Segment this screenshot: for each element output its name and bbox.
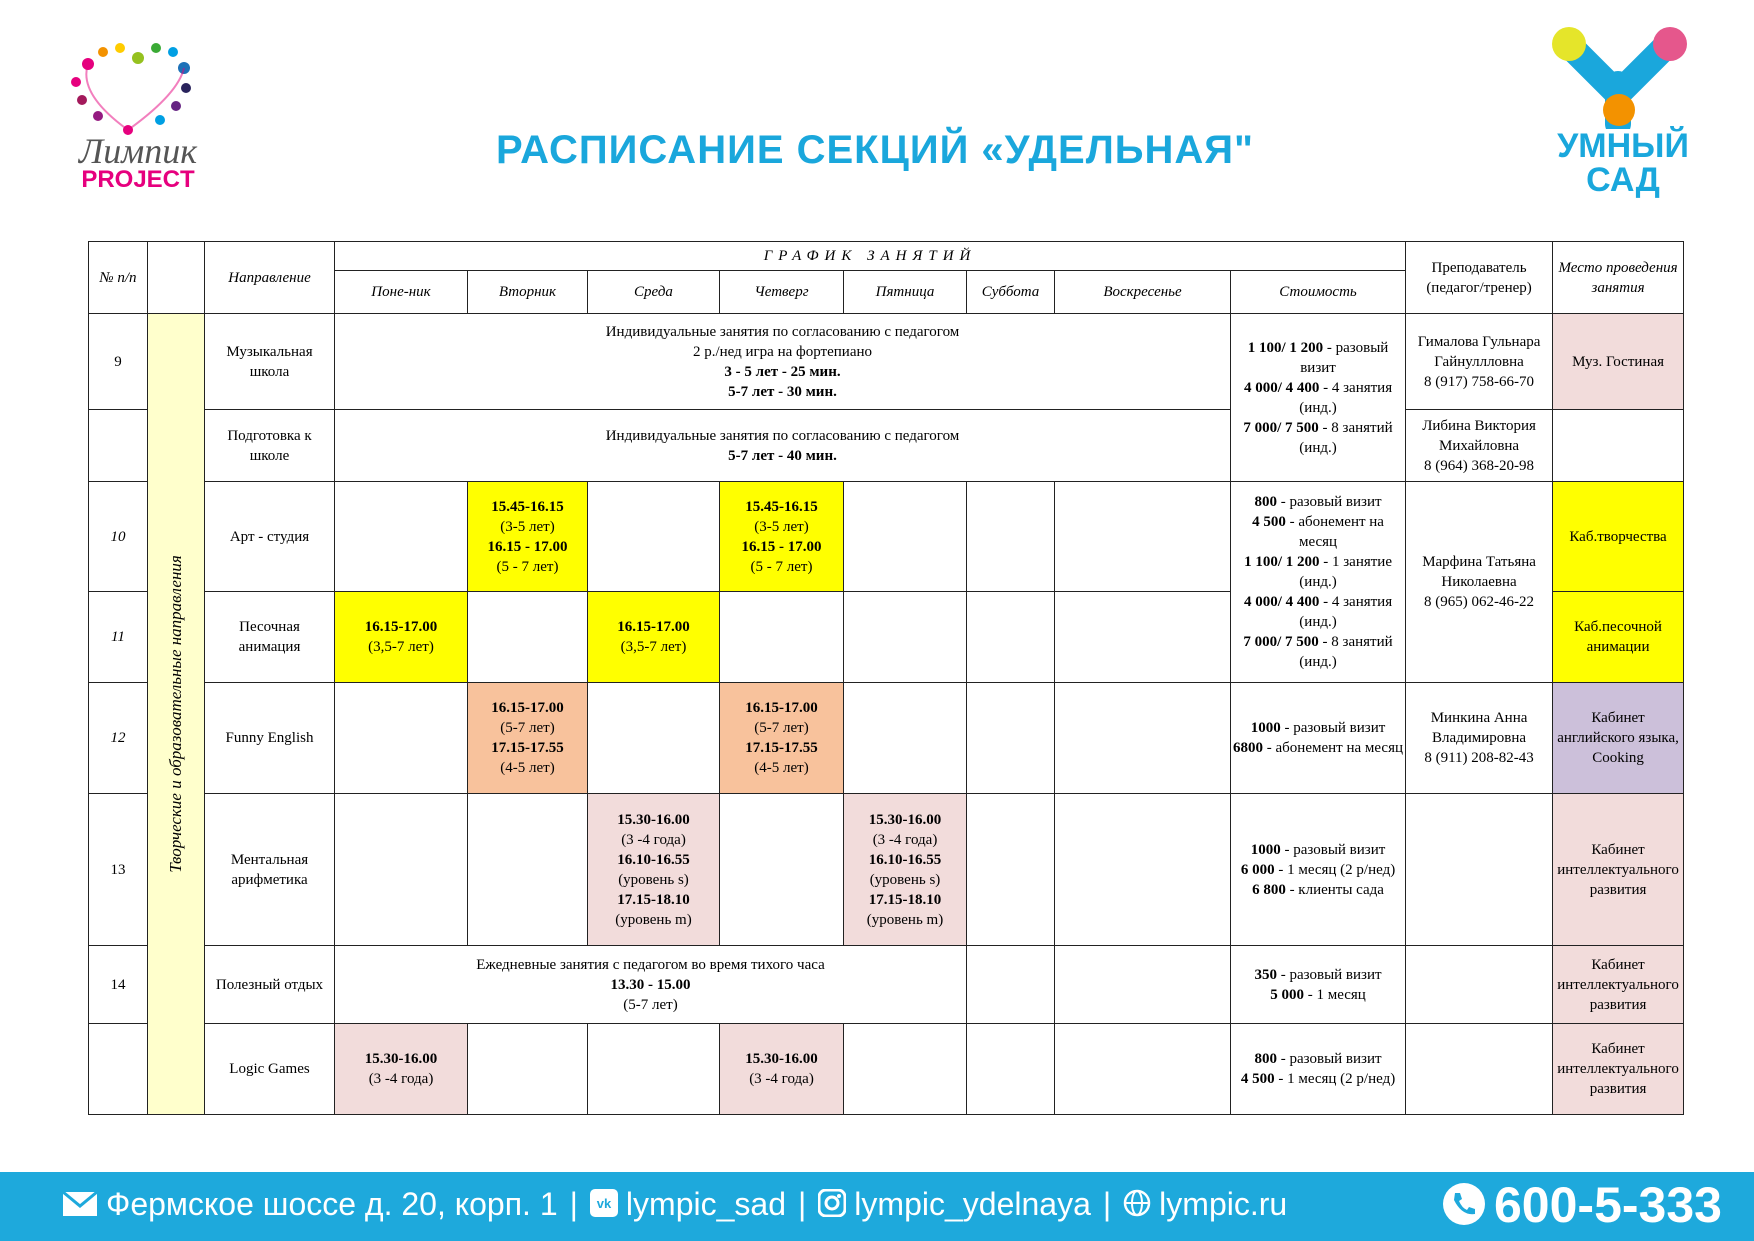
teacher-line: Либина Виктория <box>1422 417 1536 434</box>
thu-cell: 15.45-16.15 (3-5 лет) 16.15 - 17.00 (5 - 7 лет) <box>720 482 844 592</box>
direction-name: Funny English <box>205 683 335 794</box>
row-num <box>89 1024 148 1115</box>
limpik-wordmark: Лимпик <box>78 131 198 171</box>
header-cost: Стоимость <box>1231 271 1406 314</box>
mon-cell <box>335 683 468 794</box>
row-useful-rest <box>89 946 1684 1024</box>
cost-line: 4 500 - абонемент на месяц <box>1252 514 1384 550</box>
teacher-line: Владимировна <box>1431 730 1527 746</box>
sun-cell <box>1055 794 1231 946</box>
footer-site[interactable]: lympic.ru <box>1159 1186 1288 1222</box>
mon-cell <box>335 794 468 946</box>
schedule-line: 3 - 5 лет - 25 мин. <box>724 363 841 380</box>
footer-bar <box>0 1172 1754 1241</box>
sun-cell <box>1055 946 1231 1024</box>
teacher-line: Михайловна <box>1438 437 1520 454</box>
wed-cell: 15.30-16.00 (3 -4 года) 16.10-16.55 (уровень s) 17.15-18.10 (уровень m) <box>588 794 720 946</box>
teacher-cell <box>1406 946 1553 1024</box>
footer-instagram[interactable]: lympic_ydelnaya <box>854 1186 1091 1222</box>
place-cell: Кабинет интеллектуального развития <box>1553 1024 1684 1115</box>
teacher-cell <box>1406 314 1553 410</box>
place-cell: Кабинет английского языка, Cooking <box>1553 683 1684 794</box>
wed-cell: 16.15-17.00 (3,5-7 лет) <box>588 592 720 683</box>
instagram-icon <box>818 1188 846 1225</box>
schedule-line: 13.30 - 15.00 <box>610 976 691 993</box>
schedule-cell <box>335 314 1231 410</box>
schedule-cell <box>335 410 1231 482</box>
cost-cell <box>1231 683 1406 794</box>
tue-cell <box>468 794 588 946</box>
tue-cell: 15.45-16.15 (3-5 лет) 16.15 - 17.00 (5 - 7 лет) <box>468 482 588 592</box>
sat-cell <box>967 794 1055 946</box>
cost-line: 800 - разовый визит <box>1254 494 1382 510</box>
phone-icon <box>1442 1180 1486 1238</box>
category-cell <box>148 314 205 1115</box>
schedule-line: 5-7 лет - 30 мин. <box>728 383 837 400</box>
teacher-cell <box>1406 410 1553 482</box>
teacher-phone: 8 (917) 758-66-70 <box>1424 373 1535 390</box>
cost-line: 4 000/ 4 400 - 4 занятия (инд.) <box>1243 379 1393 416</box>
row-num: 9 <box>89 314 148 410</box>
place-cell <box>1553 410 1684 482</box>
row-num: 10 <box>89 482 148 592</box>
teacher-line: Гималова Гульнара <box>1417 333 1541 350</box>
cost-line: 6 000 - 1 месяц (2 р/нед) <box>1240 861 1396 878</box>
header-place: Место проведения занятия <box>1553 242 1684 314</box>
schedule-line: Индивидуальные занятия по согласованию с педагогом <box>605 427 960 444</box>
cost-line: 7 000/ 7 500 - 8 занятий (инд.) <box>1243 634 1393 670</box>
cost-cell <box>1231 1024 1406 1115</box>
cost-cell <box>1231 794 1406 946</box>
cost-line: 5 000 - 1 месяц <box>1270 986 1366 1003</box>
footer-phone[interactable] <box>1442 1176 1722 1238</box>
limpik-logo <box>58 34 218 194</box>
schedule-line: Индивидуальные занятия по согласованию с педагогом <box>605 323 960 340</box>
teacher-phone: 8 (964) 368-20-98 <box>1424 457 1535 474</box>
direction-name: Ментальная арифметика <box>205 794 335 946</box>
cost-line: 4 000/ 4 400 - 4 занятия (инд.) <box>1243 594 1393 630</box>
schedule-line: (5-7 лет) <box>623 996 678 1013</box>
footer-vk[interactable]: lympic_sad <box>625 1186 786 1222</box>
header-day-wed: Среда <box>588 271 720 314</box>
row-mental-arithmetic <box>89 794 1684 946</box>
teacher-cell <box>1406 683 1553 794</box>
header-day-thu: Четверг <box>720 271 844 314</box>
tue-cell <box>468 1024 588 1115</box>
header-grafik: ГРАФИК ЗАНЯТИЙ <box>335 242 1406 271</box>
mon-cell: 15.30-16.00 (3 -4 года) <box>335 1024 468 1115</box>
umny-sad-logo <box>1548 24 1698 204</box>
row-school-prep <box>89 410 1684 482</box>
category-label: Творческие и образовательные направления <box>166 555 185 873</box>
teacher-line: Николаевна <box>1441 574 1517 590</box>
vk-icon <box>590 1188 618 1225</box>
teacher-cell <box>1406 794 1553 946</box>
footer-contacts: Фермское шоссе д. 20, корп. 1 | vk lympic_sad | lympic_ydelnaya | lympic.ru <box>62 1186 1287 1225</box>
thu-cell: 15.30-16.00 (3 -4 года) <box>720 1024 844 1115</box>
mon-cell <box>335 482 468 592</box>
mon-cell: 16.15-17.00 (3,5-7 лет) <box>335 592 468 683</box>
cost-line: 1000 - разовый визит <box>1250 841 1386 858</box>
sat-cell <box>967 683 1055 794</box>
header-row-1 <box>89 242 1684 271</box>
direction-name: Песочная анимация <box>205 592 335 683</box>
header-day-sat: Суббота <box>967 271 1055 314</box>
row-art-studio <box>89 482 1684 592</box>
header-day-fri: Пятница <box>844 271 967 314</box>
schedule-line: 2 р./нед игра на фортепиано <box>692 343 873 360</box>
row-music-school <box>89 314 1684 410</box>
direction-name: Музыкальная школа <box>205 314 335 410</box>
cost-line: 350 - разовый визит <box>1254 966 1382 983</box>
cost-cell <box>1231 946 1406 1024</box>
teacher-cell <box>1406 1024 1553 1115</box>
direction-name: Подготовка к школе <box>205 410 335 482</box>
header-category-blank <box>148 242 205 314</box>
teacher-phone: 8 (965) 062-46-22 <box>1424 594 1535 610</box>
wed-cell <box>588 1024 720 1115</box>
fri-cell <box>844 683 967 794</box>
header-num: № п/п <box>89 242 148 314</box>
teacher-line: Гайнуллловна <box>1434 353 1524 370</box>
fri-cell <box>844 592 967 683</box>
teacher-line: Минкина Анна <box>1430 710 1528 726</box>
footer-phone-number[interactable]: 600-5-333 <box>1494 1177 1722 1233</box>
umny-sad-line2: САД <box>1586 161 1660 199</box>
sat-cell <box>967 592 1055 683</box>
schedule-line: Ежедневные занятия с педагогом во время тихого часа <box>476 956 825 973</box>
wed-cell <box>588 683 720 794</box>
cost-line: 1 100/ 1 200 - разовый визит <box>1247 339 1389 376</box>
header-teacher: Преподаватель (педагог/тренер) <box>1406 242 1553 314</box>
umny-sad-y-icon <box>1548 24 1698 129</box>
header-day-sun: Воскресенье <box>1055 271 1231 314</box>
row-num <box>89 410 148 482</box>
teacher-phone: 8 (911) 208-82-43 <box>1424 750 1534 766</box>
place-cell: Муз. Гостиная <box>1553 314 1684 410</box>
cost-cell <box>1231 482 1406 683</box>
sat-cell <box>967 482 1055 592</box>
tue-cell <box>468 592 588 683</box>
cost-line: 1 100/ 1 200 - 1 занятие (инд.) <box>1244 554 1392 590</box>
row-logic-games <box>89 1024 1684 1115</box>
place-cell: Кабинет интеллектуального развития <box>1553 946 1684 1024</box>
cost-line: 7 000/ 7 500 - 8 занятий (инд.) <box>1243 419 1393 456</box>
sat-cell <box>967 946 1055 1024</box>
place-cell: Каб.творчества <box>1553 482 1684 592</box>
fri-cell <box>844 482 967 592</box>
teacher-line: Марфина Татьяна <box>1422 554 1536 570</box>
thu-cell: 16.15-17.00 (5-7 лет) 17.15-17.55 (4-5 лет) <box>720 683 844 794</box>
place-cell: Каб.песочной анимации <box>1553 592 1684 683</box>
header-day-mon: Поне-ник <box>335 271 468 314</box>
cost-line: 4 500 - 1 месяц (2 р/нед) <box>1240 1071 1396 1087</box>
globe-icon <box>1123 1188 1151 1225</box>
wed-cell <box>588 482 720 592</box>
header-day-tue: Вторник <box>468 271 588 314</box>
direction-name: Арт - студия <box>205 482 335 592</box>
page-title: РАСПИСАНИЕ СЕКЦИЙ «УДЕЛЬНАЯ" <box>495 128 1255 172</box>
header-direction: Направление <box>205 242 335 314</box>
row-num: 14 <box>89 946 148 1024</box>
svg-text:vk: vk <box>596 1196 612 1212</box>
place-cell: Кабинет интеллектуального развития <box>1553 794 1684 946</box>
schedule-line: 5-7 лет - 40 мин. <box>728 447 837 464</box>
row-num: 11 <box>89 592 148 683</box>
thu-cell <box>720 592 844 683</box>
footer-address: Фермское шоссе д. 20, корп. 1 <box>106 1186 558 1222</box>
cost-line: 6 800 - клиенты сада <box>1252 881 1384 898</box>
schedule-table <box>88 241 1684 1115</box>
cost-cell <box>1231 314 1406 482</box>
mail-icon <box>62 1188 98 1225</box>
thu-cell <box>720 794 844 946</box>
direction-name: Logic Games <box>205 1024 335 1115</box>
sun-cell <box>1055 592 1231 683</box>
umny-sad-line1: УМНЫЙ <box>1557 127 1689 165</box>
direction-name: Полезный отдых <box>205 946 335 1024</box>
sun-cell <box>1055 482 1231 592</box>
fri-cell <box>844 1024 967 1115</box>
sun-cell <box>1055 1024 1231 1115</box>
teacher-cell <box>1406 482 1553 683</box>
fri-cell: 15.30-16.00 (3 -4 года) 16.10-16.55 (уровень s) 17.15-18.10 (уровень m) <box>844 794 967 946</box>
tue-cell: 16.15-17.00 (5-7 лет) 17.15-17.55 (4-5 лет) <box>468 683 588 794</box>
row-funny-english <box>89 683 1684 794</box>
cost-line: 1000 - разовый визит <box>1250 720 1386 736</box>
cost-line: 800 - разовый визит <box>1254 1051 1382 1067</box>
cost-line: 6800 - абонемент на месяц <box>1233 740 1404 756</box>
row-num: 13 <box>89 794 148 946</box>
row-num: 12 <box>89 683 148 794</box>
sun-cell <box>1055 683 1231 794</box>
sat-cell <box>967 1024 1055 1115</box>
limpik-project-label: PROJECT <box>81 166 195 193</box>
schedule-cell <box>335 946 967 1024</box>
